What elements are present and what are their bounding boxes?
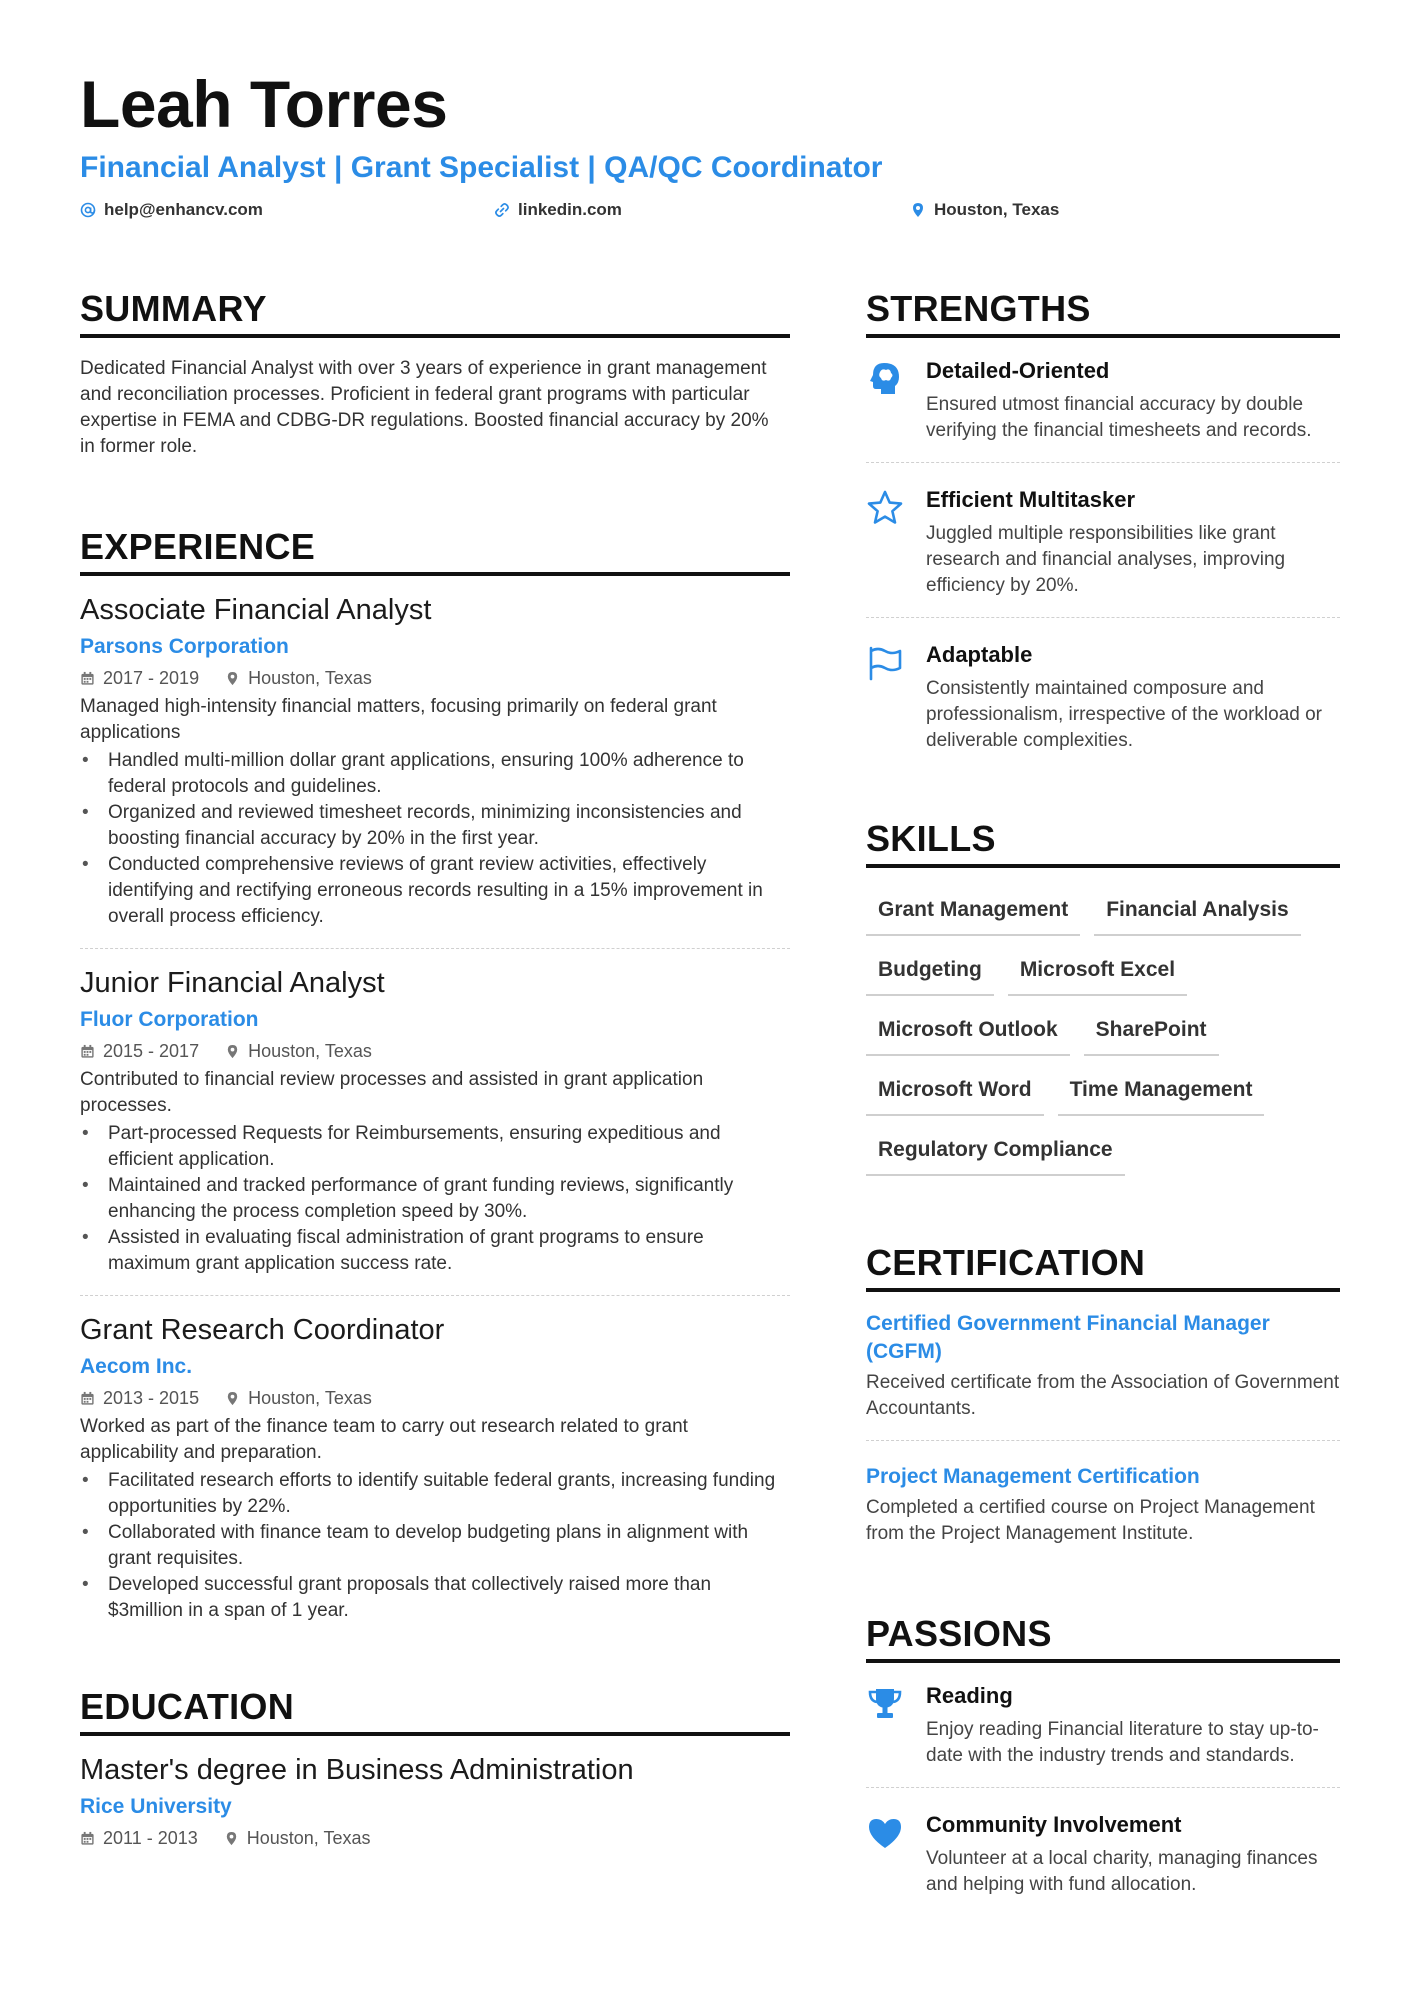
- job-title: Grant Research Coordinator: [80, 1314, 445, 1346]
- job-bullets: [80, 1121, 790, 1277]
- heart-icon: [866, 1814, 904, 1852]
- job-bullet: • Organized and reviewed timesheet records, minimizing inconsistencies and boosting financial accuracy by 20% in the first year.: [80, 800, 790, 852]
- skills-heading: SKILLS: [866, 818, 996, 859]
- job-bullet: • Handled multi-million dollar grant applications, ensuring 100% adherence to federal protocols and guidelines.: [80, 748, 790, 800]
- job-location: [225, 1384, 372, 1412]
- left-column: [80, 286, 790, 1852]
- skill-tag: Financial Analysis: [1094, 890, 1300, 936]
- passion-item: [866, 1788, 1340, 1898]
- skills-section: [866, 816, 1340, 1176]
- education-location-text: Houston, Texas: [246, 1828, 371, 1848]
- skill-tag: Microsoft Excel: [1008, 950, 1187, 996]
- job-bullet: • Collaborated with finance team to develop budgeting plans in alignment with grant requisites.: [80, 1520, 790, 1572]
- job-description: Contributed to financial review processes and assisted in grant application processes.: [80, 1069, 704, 1116]
- calendar-icon: [80, 1391, 95, 1406]
- location-text: Houston, Texas: [934, 200, 1060, 219]
- flag-icon: [866, 644, 904, 682]
- job-location-text: Houston, Texas: [248, 1388, 372, 1408]
- education-heading: EDUCATION: [80, 1686, 295, 1727]
- strengths-heading: STRENGTHS: [866, 288, 1091, 329]
- strength-text: Ensured utmost financial accuracy by double verifying the financial timesheets and records.: [926, 394, 1312, 441]
- strength-title: Detailed-Oriented: [926, 358, 1110, 383]
- resume-header: [80, 64, 1340, 226]
- job-entry: [80, 949, 790, 1296]
- passion-text: Volunteer at a local charity, managing finances and helping with fund allocation.: [926, 1848, 1318, 1895]
- certification-text: Received certificate from the Association of Government Accountants.: [866, 1372, 1340, 1419]
- experience-section: [80, 524, 790, 1624]
- strengths-section: [866, 286, 1340, 754]
- skill-tag: Grant Management: [866, 890, 1080, 936]
- job-dates-text: 2017 - 2019: [103, 668, 200, 688]
- contact-email[interactable]: [80, 200, 263, 220]
- strength-item: [866, 338, 1340, 463]
- job-meta: [80, 1037, 790, 1065]
- star-icon: [866, 489, 904, 527]
- at-sign-icon: [80, 202, 96, 218]
- job-location-text: Houston, Texas: [248, 1041, 372, 1061]
- education-meta: [80, 1824, 790, 1852]
- map-pin-icon: [225, 671, 240, 686]
- map-pin-icon: [910, 202, 926, 218]
- section-divider: [80, 334, 790, 338]
- school-name: Rice University: [80, 1795, 232, 1818]
- certification-section: [866, 1240, 1340, 1547]
- job-meta: [80, 1384, 790, 1412]
- job-dates-text: 2015 - 2017: [103, 1041, 200, 1061]
- certification-title: Project Management Certification: [866, 1465, 1200, 1488]
- strength-divider: [866, 617, 1340, 618]
- passion-title: Reading: [926, 1683, 1013, 1708]
- passion-title: Community Involvement: [926, 1812, 1182, 1837]
- job-bullet: • Assisted in evaluating fiscal administration of grant programs to ensure maximum grant application success rate.: [80, 1225, 790, 1277]
- skill-tag: Microsoft Outlook: [866, 1010, 1070, 1056]
- contact-location: [910, 200, 1059, 220]
- passion-text: Enjoy reading Financial literature to stay up-to-date with the industry trends and standards.: [926, 1719, 1319, 1766]
- skill-tag: Regulatory Compliance: [866, 1130, 1125, 1176]
- strength-text: Consistently maintained composure and professionalism, irrespective of the workload or deliverable complexities.: [926, 678, 1323, 751]
- skill-tag: Time Management: [1058, 1070, 1265, 1116]
- map-pin-icon: [225, 1044, 240, 1059]
- job-company: Parsons Corporation: [80, 635, 289, 658]
- strength-item: [866, 618, 1340, 754]
- map-pin-icon: [224, 1831, 239, 1846]
- calendar-icon: [80, 671, 95, 686]
- job-location: [225, 1037, 372, 1065]
- job-description: Worked as part of the finance team to carry out research related to grant applicability and preparation.: [80, 1416, 688, 1463]
- passion-divider: [866, 1787, 1340, 1788]
- job-bullets: [80, 1468, 790, 1624]
- skill-tag: Budgeting: [866, 950, 994, 996]
- job-dates-text: 2013 - 2015: [103, 1388, 200, 1408]
- job-meta: [80, 664, 790, 692]
- job-dates: [80, 1384, 199, 1412]
- job-location-text: Houston, Texas: [248, 668, 372, 688]
- job-bullet: • Facilitated research efforts to identify suitable federal grants, increasing funding opportunities by 22%.: [80, 1468, 790, 1520]
- contact-bar: [80, 196, 1340, 226]
- brain-head-icon: [866, 360, 904, 398]
- job-bullet: • Conducted comprehensive reviews of grant review activities, effectively identifying and rectifying erroneous records resulting in a 15% improvement in overall process efficiency.: [80, 852, 790, 930]
- experience-heading: EXPERIENCE: [80, 526, 316, 567]
- job-dates: [80, 664, 199, 692]
- summary-section: [80, 286, 790, 460]
- passions-heading: PASSIONS: [866, 1613, 1052, 1654]
- job-title: Associate Financial Analyst: [80, 594, 432, 626]
- job-bullet: • Part-processed Requests for Reimbursements, ensuring expeditious and efficient application.: [80, 1121, 790, 1173]
- skill-tag: SharePoint: [1084, 1010, 1219, 1056]
- strength-item: [866, 463, 1340, 618]
- certification-title: Certified Government Financial Manager (CGFM): [866, 1312, 1270, 1363]
- job-description: Managed high-intensity financial matters, focusing primarily on federal grant applications: [80, 696, 717, 743]
- candidate-name: Leah Torres: [80, 67, 448, 141]
- education-entry: [80, 1736, 790, 1852]
- summary-text: Dedicated Financial Analyst with over 3 years of experience in grant management and reconciliation processes. Proficient in federal grant programs with particular expertise in FEMA and CDBG-DR regulations. Boosted financial accuracy by 20% in former role.: [80, 358, 769, 457]
- job-entry: [80, 1296, 790, 1624]
- certification-item: [866, 1441, 1340, 1547]
- linkedin-text: linkedin.com: [518, 200, 622, 219]
- job-bullet: • Developed successful grant proposals that collectively raised more than $3million in a span of 1 year.: [80, 1572, 790, 1624]
- right-column: [866, 286, 1340, 1898]
- certification-text: Completed a certified course on Project Management from the Project Management Institute.: [866, 1497, 1315, 1544]
- job-dates: [80, 1037, 199, 1065]
- passion-item: [866, 1663, 1340, 1788]
- trophy-icon: [866, 1685, 904, 1723]
- map-pin-icon: [225, 1391, 240, 1406]
- education-location: [224, 1824, 371, 1852]
- skills-list: [866, 868, 1340, 1176]
- calendar-icon: [80, 1831, 95, 1846]
- strength-title: Adaptable: [926, 642, 1033, 667]
- job-location: [225, 664, 372, 692]
- degree-title: Master's degree in Business Administration: [80, 1754, 634, 1786]
- job-company: Fluor Corporation: [80, 1008, 259, 1031]
- email-text: help@enhancv.com: [104, 200, 263, 219]
- strength-divider: [866, 462, 1340, 463]
- education-section: [80, 1684, 790, 1852]
- candidate-title: Financial Analyst | Grant Specialist | QA/QC Coordinator: [80, 151, 883, 184]
- certification-heading: CERTIFICATION: [866, 1242, 1146, 1283]
- job-entry: [80, 576, 790, 949]
- certification-item: [866, 1292, 1340, 1441]
- calendar-icon: [80, 1044, 95, 1059]
- education-dates-text: 2011 - 2013: [103, 1828, 198, 1848]
- strength-title: Efficient Multitasker: [926, 487, 1136, 512]
- passions-section: [866, 1611, 1340, 1898]
- strength-text: Juggled multiple responsibilities like grant research and financial analyses, improving efficiency by 20%.: [926, 523, 1286, 596]
- summary-heading: SUMMARY: [80, 288, 267, 329]
- job-bullet: • Maintained and tracked performance of grant funding reviews, significantly enhancing the process completion speed by 30%.: [80, 1173, 790, 1225]
- contact-linkedin[interactable]: [494, 200, 622, 220]
- education-dates: [80, 1824, 198, 1852]
- job-bullets: [80, 748, 790, 930]
- job-title: Junior Financial Analyst: [80, 967, 385, 999]
- skill-tag: Microsoft Word: [866, 1070, 1044, 1116]
- link-icon: [494, 202, 510, 218]
- job-company: Aecom Inc.: [80, 1355, 193, 1378]
